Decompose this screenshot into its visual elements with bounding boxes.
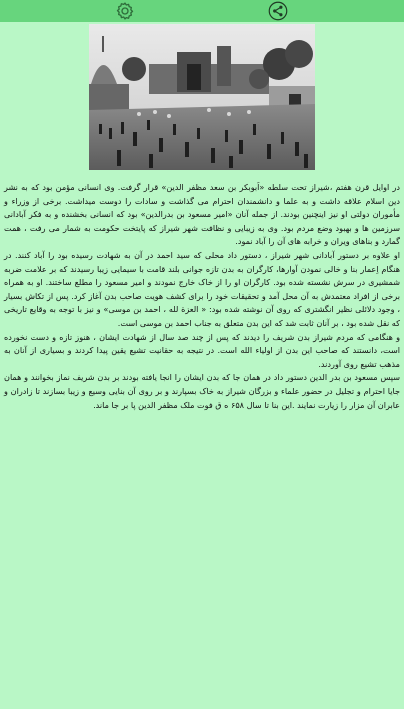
shrine-photo (89, 24, 315, 170)
share-button[interactable] (268, 1, 288, 21)
settings-button[interactable] (115, 1, 135, 21)
gear-icon (115, 1, 135, 21)
article-paragraph: او علاوه بر دستور آبادانی شهر شیراز ، دستور داد محلی که سید احمد در آن به شهادت رسیده بود را آباد کنند. در هنگام اِعمار بنا و خالی نمودن آوارها، کارگران به بدن تازه جوانی بلند قامت با سیمایی زیبا رسیدند که بر علامت ضربه شمشیری در سرش نشسته شده بود. کارگران او را از خاک خارج نمودند و امیر مسعود را مطلع ساختند. او به همراه برخی از افراد معتمدش به آن محل آمد و تحقیقات خود را برای کشف هویت صاحب بدن آغاز کرد. پس از تکاش بسیار ، وجود دلائلی نظیر انگشتری که روی آن نوشته شده بود: « العزة لله ، احمد بن موسی» و نیز با توجه به وقایع تاریخی که نقل شده بود ، بر آنان ثابت شد که این بدن متعلق به جناب احمد بن موسی است. (4, 249, 400, 328)
top-toolbar (0, 0, 404, 22)
historic-shrine-photo (89, 24, 315, 170)
share-icon (268, 1, 288, 21)
article-paragraph: سپس مسعود بن بدر الدین دستور داد در همان جا که بدن ایشان را انجا یافته بودند بر بدن شریف نماز بخوانند و همان جایا احترام و تجلیل در حضور علماء و بزرگان شیراز به خاک بسپارند و بر روی آن بنایی وسیع و زیبا بسازند تا زادران و عابران آن مزار را زیارت نمایند .این بنا تا سال ۶۵۸ ه ق فوت ملک مظفر الدین پا بر جا ماند. (4, 372, 400, 410)
article-paragraph: و هنگامی که مردم شیراز بدن شریف را دیدند که پس از چند صد سال از شهادت ایشان ، هنوز تازه و دست نخورده است، دانستند که صاحب این بدن از اولیاء الله است. در نتیجه به حقانیت تشیع یقین پیدا کردند و بسیاری از آنان به مذهب تشیع روی آوردند. (4, 331, 400, 369)
article-body (4, 181, 400, 412)
article-paragraph: در اوایل قرن هفتم ،شیراز تحت سلطه «اَبوبکر بن سعد مظفر الدین» قرار گرفت. وی انسانی مؤمن بود که به نشر دین اسلام علاقه داشت و به علما و دانشمندان احترام می گذاشت و سادات را دوست میداشت. برخی از وزراء و مأموران دولتی او نیز اینچنین بودند. از جمله آنان «امیر مسعود بن بدرالدین» بود که انسانی بخشنده و به فکر آبادانی سرزمین ها و بهبود وضع مردم بود. وی به زیبایی و نظافت شهر شیراز که پایتخت حکومت به شمار می رفت ، همت گمارد و بناهای ویران و خرابه های آن را آباد نمود. (4, 182, 400, 247)
